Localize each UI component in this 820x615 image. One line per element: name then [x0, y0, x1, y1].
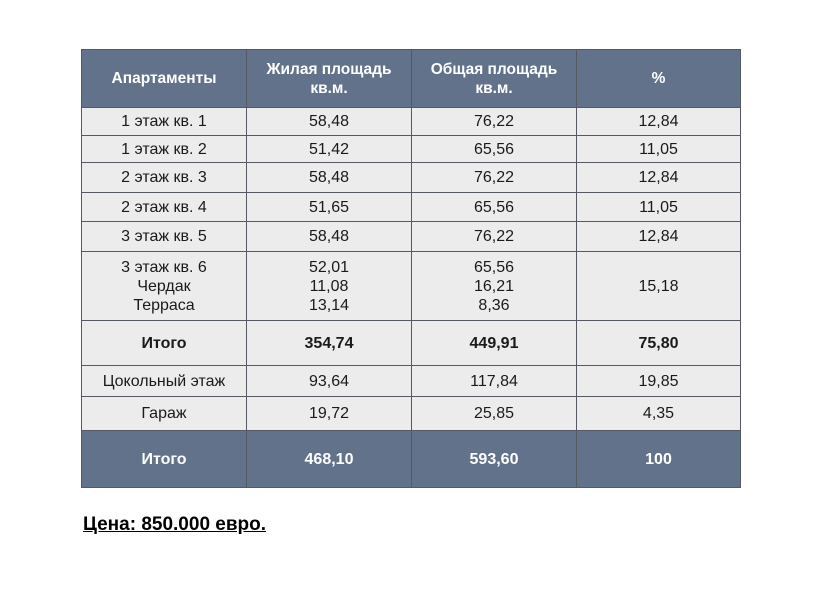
- total-area-value: 117,84: [412, 366, 577, 397]
- table-row: [82, 222, 741, 252]
- grand-total-row: [82, 431, 741, 488]
- header-percent-label: %: [651, 70, 666, 87]
- header-percent: [577, 50, 741, 108]
- subtotal-total: 449,91: [412, 321, 577, 366]
- table-row: [82, 397, 741, 431]
- header-total-area: [412, 50, 577, 108]
- apartment-name: Гараж: [82, 397, 247, 431]
- percent-value: 19,85: [577, 366, 741, 397]
- apartment-name: Чердак: [137, 277, 191, 295]
- living-area-value: 58,48: [247, 222, 412, 252]
- apartment-name: Терраса: [133, 296, 195, 314]
- percent-value: 15,18: [577, 252, 741, 321]
- header-living-area-label: Жилая площадь: [266, 60, 392, 78]
- table-row: [82, 108, 741, 136]
- total-area-value: 76,22: [412, 108, 577, 136]
- living-area-value: 51,65: [247, 193, 412, 222]
- header-living-area-unit: кв.м.: [310, 79, 348, 97]
- table-row: [82, 366, 741, 397]
- total-area-value: 65,56: [412, 193, 577, 222]
- apartment-name: Цокольный этаж: [82, 366, 247, 397]
- subtotal-row: [82, 321, 741, 366]
- table-row: [82, 163, 741, 193]
- total-area-value: 76,22: [412, 163, 577, 193]
- total-area-value: 8,36: [478, 296, 510, 314]
- grand-total-label: Итого: [82, 431, 247, 488]
- living-area-value: 93,64: [247, 366, 412, 397]
- living-area-value: 58,48: [247, 163, 412, 193]
- total-area-value: 65,56: [412, 136, 577, 163]
- apartment-name: 3 этаж кв. 6: [121, 258, 207, 276]
- subtotal-percent: 75,80: [577, 321, 741, 366]
- apartment-name: 1 этаж кв. 2: [82, 136, 247, 163]
- subtotal-living: 354,74: [247, 321, 412, 366]
- living-area-value: 51,42: [247, 136, 412, 163]
- header-total-area-label: Общая площадь: [430, 60, 558, 78]
- percent-value: 11,05: [577, 136, 741, 163]
- living-area-group: [247, 252, 412, 321]
- header-apartments: [82, 50, 247, 108]
- total-area-value: 16,21: [473, 277, 515, 295]
- table-row: [82, 193, 741, 222]
- header-total-area-unit: кв.м.: [475, 79, 513, 97]
- total-area-group: [412, 252, 577, 321]
- header-apartments-label: Апартаменты: [111, 70, 217, 87]
- grand-total-percent: 100: [577, 431, 741, 488]
- apartment-name: 1 этаж кв. 1: [82, 108, 247, 136]
- grand-total-total: 593,60: [412, 431, 577, 488]
- grand-total-living: 468,10: [247, 431, 412, 488]
- percent-value: 12,84: [577, 108, 741, 136]
- living-area-value: 58,48: [247, 108, 412, 136]
- percent-value: 4,35: [577, 397, 741, 431]
- living-area-value: 52,01: [308, 258, 350, 276]
- total-area-value: 65,56: [473, 258, 515, 276]
- subtotal-label: Итого: [82, 321, 247, 366]
- table-header-row: [82, 50, 741, 108]
- percent-value: 12,84: [577, 222, 741, 252]
- living-area-value: 19,72: [247, 397, 412, 431]
- apartment-name-group: [82, 252, 247, 321]
- apartment-name: 2 этаж кв. 4: [82, 193, 247, 222]
- table-row-multi: [82, 252, 741, 321]
- living-area-value: 13,14: [308, 296, 350, 314]
- percent-value: 11,05: [577, 193, 741, 222]
- living-area-value: 11,08: [309, 277, 349, 295]
- percent-value: 12,84: [577, 163, 741, 193]
- total-area-value: 76,22: [412, 222, 577, 252]
- total-area-value: 25,85: [412, 397, 577, 431]
- table-row: [82, 136, 741, 163]
- price-text: Цена: 850.000 евро.: [83, 514, 267, 535]
- apartment-name: 3 этаж кв. 5: [82, 222, 247, 252]
- apartment-name: 2 этаж кв. 3: [82, 163, 247, 193]
- area-table: [81, 49, 741, 488]
- header-living-area: [247, 50, 412, 108]
